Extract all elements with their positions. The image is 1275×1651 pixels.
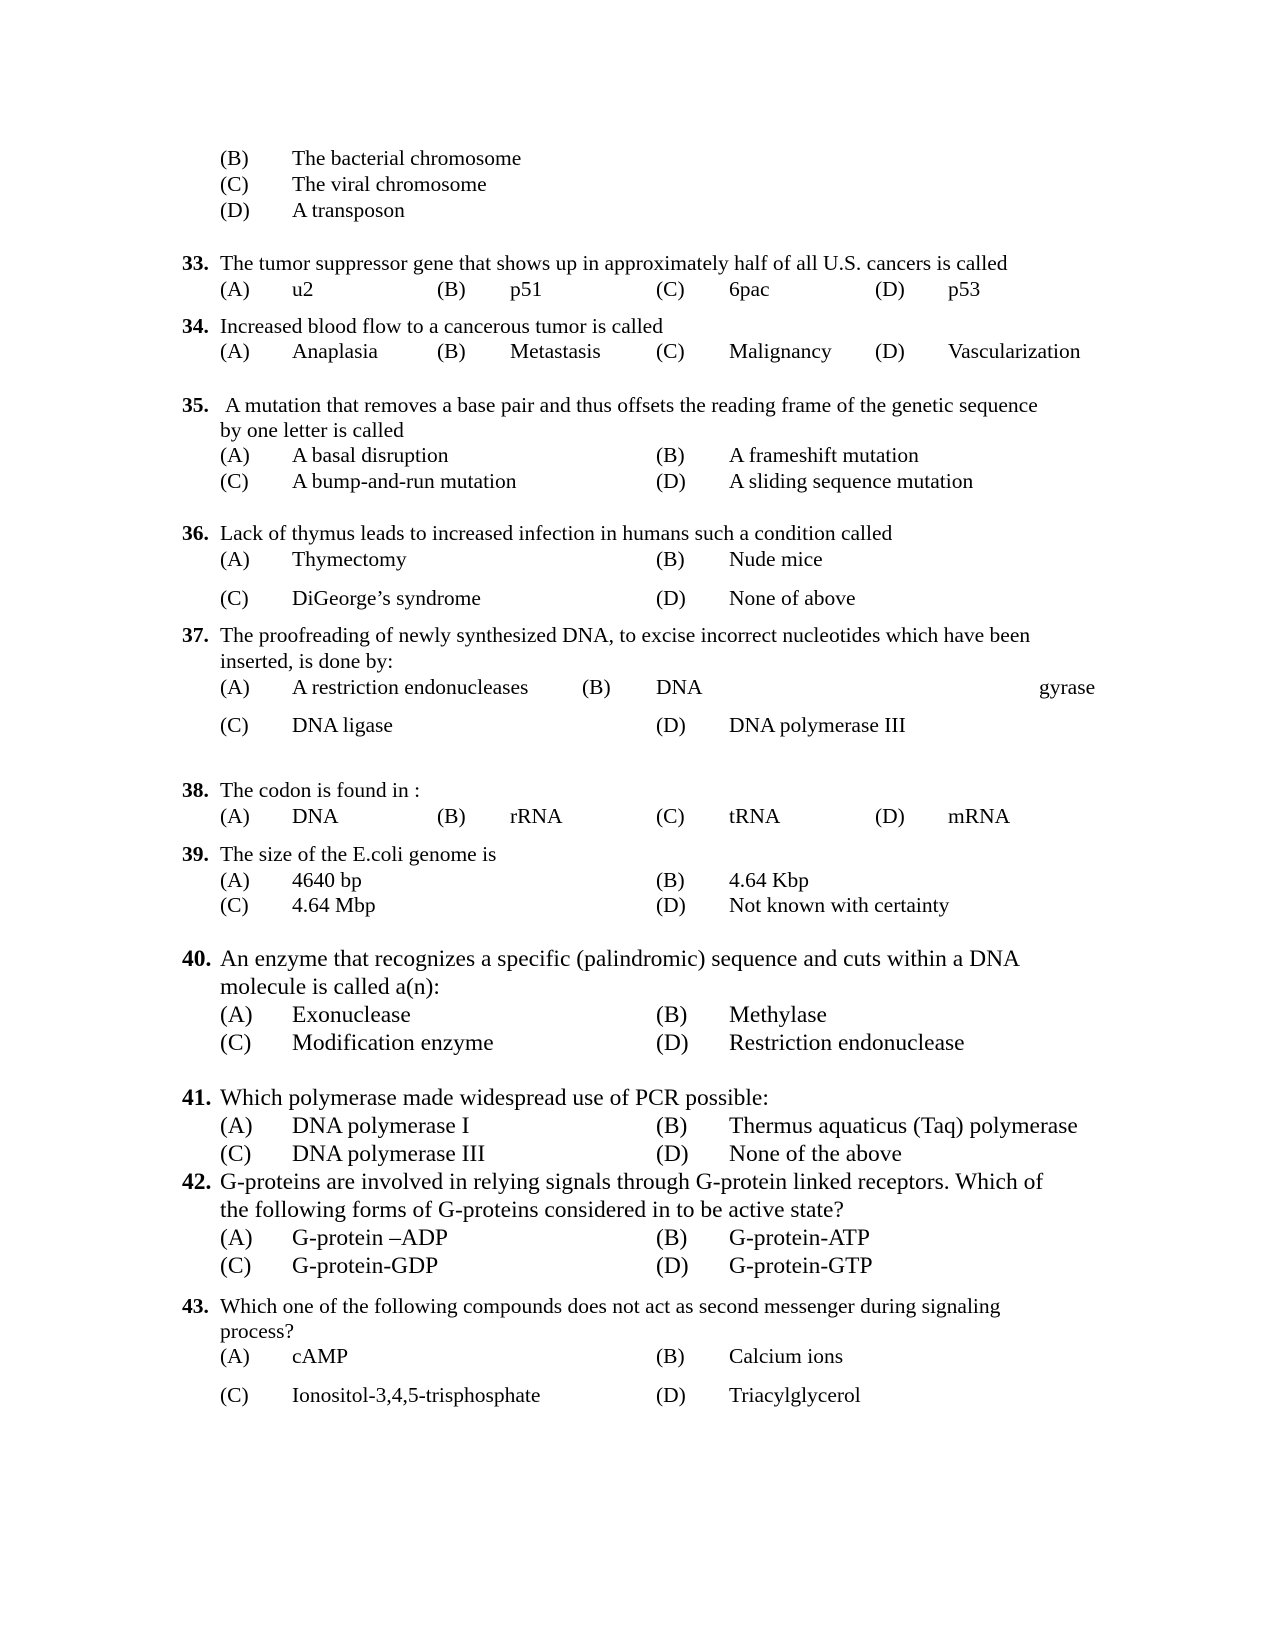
option-text: 4.64 Mbp [292, 893, 376, 917]
option-text: The viral chromosome [292, 172, 487, 196]
option-label: (D) [656, 893, 686, 917]
option-label: (A) [220, 443, 250, 467]
option-text: None of the above [729, 1141, 902, 1167]
question-text: The size of the E.coli genome is [220, 842, 497, 866]
option-label: (A) [220, 277, 250, 301]
option-label: (D) [220, 198, 250, 222]
question-text: An enzyme that recognizes a specific (palindromic) sequence and cuts within a DNA [220, 946, 1021, 972]
option-label: (A) [220, 675, 250, 699]
option-text: Modification enzyme [292, 1030, 494, 1056]
option-text: G-protein-GTP [729, 1253, 873, 1279]
option-label: (D) [656, 1253, 689, 1279]
option-text: 6pac [729, 277, 770, 301]
option-label: (D) [875, 804, 905, 828]
question-text: G-proteins are involved in relying signals through G-protein linked receptors. Which of [220, 1169, 1044, 1195]
option-text: Malignancy [729, 339, 832, 363]
question-number: 38. [182, 778, 209, 802]
option-text: A transposon [292, 198, 405, 222]
option-text: Calcium ions [729, 1344, 844, 1368]
option-text: mRNA [948, 804, 1011, 828]
option-text: DNA polymerase III [729, 713, 906, 737]
option-label: (A) [220, 1002, 253, 1028]
option-text: DNA [292, 804, 339, 828]
question-text: Which one of the following compounds does not act as second messenger during signaling [220, 1294, 1001, 1318]
option-text: Exonuclease [292, 1002, 411, 1028]
option-label: (B) [437, 804, 466, 828]
option-label: (C) [656, 339, 685, 363]
option-label: (C) [220, 1141, 252, 1167]
option-text: DNA ligase [292, 713, 393, 737]
question-text: Increased blood flow to a cancerous tumor is called [220, 314, 663, 338]
option-label: (C) [220, 586, 249, 610]
option-label: (A) [220, 1113, 253, 1139]
option-label: (B) [656, 868, 685, 892]
option-text: None of above [729, 586, 856, 610]
question-text: A mutation that removes a base pair and thus offsets the reading frame of the genetic sequence [225, 393, 1038, 417]
option-text: G-protein –ADP [292, 1225, 448, 1251]
option-label: (D) [875, 277, 905, 301]
option-label: (A) [220, 1225, 253, 1251]
option-label: (D) [656, 1141, 689, 1167]
option-label: (C) [220, 713, 249, 737]
question-text: The proofreading of newly synthesized DNA, to excise incorrect nucleotides which have been [220, 623, 1031, 647]
option-text: tRNA [729, 804, 781, 828]
option-text: Restriction endonuclease [729, 1030, 965, 1056]
option-text: The bacterial chromosome [292, 146, 522, 170]
option-label: (C) [220, 893, 249, 917]
option-text: Ionositol-3,4,5-trisphosphate [292, 1383, 541, 1407]
option-label: (A) [220, 339, 250, 363]
option-text: Nude mice [729, 547, 823, 571]
option-label: (B) [220, 146, 249, 170]
option-label: (D) [656, 469, 686, 493]
option-text: p51 [510, 277, 543, 301]
option-label: (D) [656, 1383, 686, 1407]
question-text: Lack of thymus leads to increased infection in humans such a condition called [220, 521, 893, 545]
option-text: A sliding sequence mutation [729, 469, 974, 493]
option-text: Thermus aquaticus (Taq) polymerase [729, 1113, 1078, 1139]
option-label: (A) [220, 804, 250, 828]
option-text: Vascularization [948, 339, 1081, 363]
option-label: (B) [656, 1344, 685, 1368]
question-number: 40. [182, 946, 212, 972]
option-text: 4640 bp [292, 868, 362, 892]
option-label: (D) [875, 339, 905, 363]
question-text: by one letter is called [220, 418, 404, 442]
option-text: Methylase [729, 1002, 827, 1028]
option-label: (C) [220, 1030, 252, 1056]
question-text: inserted, is done by: [220, 649, 394, 673]
option-text: 4.64 Kbp [729, 868, 810, 892]
question-text: process? [220, 1319, 295, 1343]
question-number: 39. [182, 842, 209, 866]
option-label: (A) [220, 868, 250, 892]
question-text: Which polymerase made widespread use of PCR possible: [220, 1085, 769, 1111]
option-label: (D) [656, 713, 686, 737]
option-text: G-protein-GDP [292, 1253, 439, 1279]
question-number: 36. [182, 521, 209, 545]
option-text: Triacylglycerol [729, 1383, 861, 1407]
option-text: A frameshift mutation [729, 443, 919, 467]
option-label: (B) [437, 339, 466, 363]
option-label: (C) [220, 172, 249, 196]
option-text: A restriction endonucleases [292, 675, 529, 699]
option-text: cAMP [292, 1344, 349, 1368]
option-text: Not known with certainty [729, 893, 950, 917]
option-text: Thymectomy [292, 547, 407, 571]
option-label: (B) [656, 443, 685, 467]
option-text: DNA polymerase III [292, 1141, 486, 1167]
option-text: Metastasis [510, 339, 601, 363]
option-text: p53 [948, 277, 981, 301]
question-number: 41. [182, 1085, 212, 1111]
option-text: A bump-and-run mutation [292, 469, 517, 493]
option-label: (B) [656, 547, 685, 571]
option-text: DNA [656, 675, 703, 699]
option-text: DNA polymerase I [292, 1113, 470, 1139]
question-text: The tumor suppressor gene that shows up in approximately half of all U.S. cancers is called [220, 251, 1008, 275]
option-label: (C) [220, 1383, 249, 1407]
option-text: DiGeorge’s syndrome [292, 586, 481, 610]
question-text: The codon is found in : [220, 778, 421, 802]
option-label: (B) [437, 277, 466, 301]
option-label: (C) [220, 469, 249, 493]
option-text: rRNA [510, 804, 563, 828]
option-text: u2 [292, 277, 314, 301]
question-number: 42. [182, 1169, 212, 1195]
option-label: (C) [656, 804, 685, 828]
question-number: 33. [182, 251, 209, 275]
option-label: (B) [582, 675, 611, 699]
question-number: 35. [182, 393, 209, 417]
option-label: (A) [220, 547, 250, 571]
option-text: A basal disruption [292, 443, 449, 467]
option-text-continued: gyrase [1039, 675, 1096, 699]
question-number: 34. [182, 314, 209, 338]
question-text: molecule is called a(n): [220, 974, 440, 1000]
option-text: Anaplasia [292, 339, 378, 363]
option-label: (C) [220, 1253, 252, 1279]
question-number: 43. [182, 1294, 209, 1318]
question-text: the following forms of G-proteins considered in to be active state? [220, 1197, 844, 1223]
option-label: (B) [656, 1225, 688, 1251]
option-label: (B) [656, 1113, 688, 1139]
question-number: 37. [182, 623, 209, 647]
option-label: (D) [656, 586, 686, 610]
option-label: (A) [220, 1344, 250, 1368]
option-label: (D) [656, 1030, 689, 1056]
option-label: (C) [656, 277, 685, 301]
option-label: (B) [656, 1002, 688, 1028]
option-text: G-protein-ATP [729, 1225, 870, 1251]
